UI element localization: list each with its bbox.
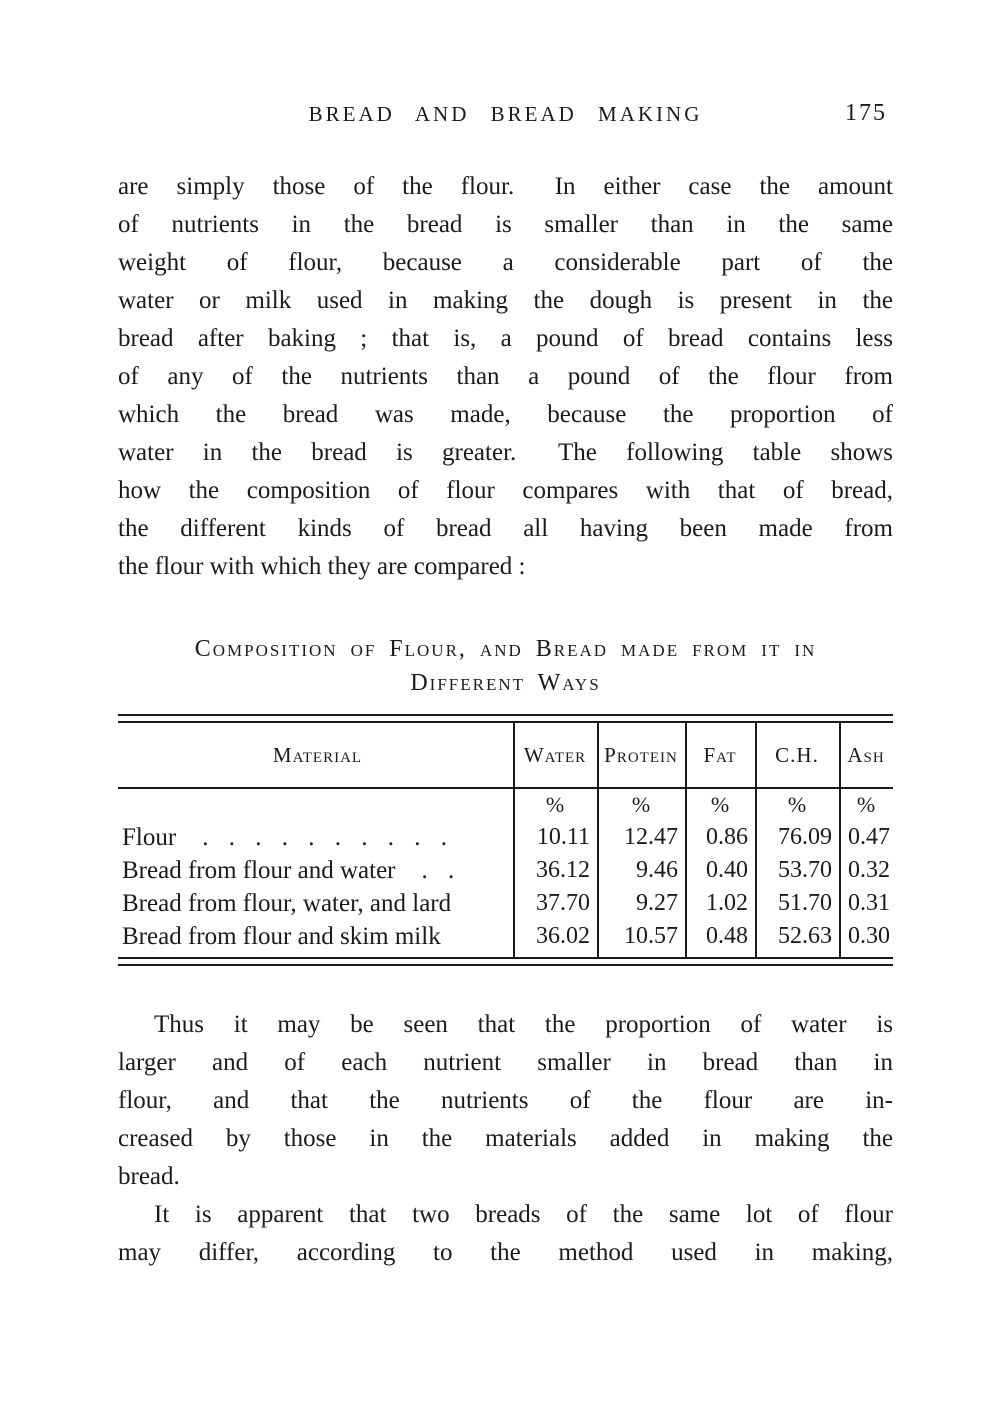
cell-water: 36.02 [536,923,590,949]
cell-ash: 0.30 [848,923,890,949]
text-line: of nutrients in the bread is smaller than in the same [118,211,893,238]
cell-protein: 10.57 [624,923,678,949]
cell-protein: 9.46 [636,857,678,883]
cell-water: 36.12 [536,857,590,883]
table-row [118,854,893,887]
table-row [118,920,893,953]
text-line: creased by those in the materials added in making the [118,1125,893,1152]
text-line: of any of the nutrients than a pound of the flour from [118,363,893,390]
column-header-water: Water [523,742,587,767]
text-line: water in the bread is greater. The following table shows [118,439,893,466]
table-bottom-padding [118,953,893,957]
cell-material: Bread from flour and skim milk [122,922,441,950]
cell-ash: 0.31 [848,890,890,916]
column-divider [513,723,515,957]
column-header-fat: Fat [703,742,737,767]
text-line: are simply those of the flour. In either case the amount [118,173,893,200]
text-line: bread after baking ; that is, a pound of bread contains less [118,325,893,352]
page-number: 175 [845,100,887,126]
column-divider [597,723,599,957]
cell-water: 37.70 [536,890,590,916]
cell-fat: 0.48 [706,923,748,949]
page-content [118,102,893,1272]
text-line: which the bread was made, because the proportion of [118,401,893,428]
unit-cell: % [856,792,876,817]
table-bottom-double-rule [118,957,893,966]
cell-ch: 76.09 [778,824,832,850]
unit-cell: % [545,792,565,817]
composition-table [118,714,893,966]
column-header-ch: C.H. [775,742,819,767]
cell-material: Bread from flour, water, and lard [122,889,452,917]
unit-cell: % [787,792,807,817]
table-row [118,887,893,920]
text-line: how the composition of flour compares with that of bread, [118,477,893,504]
text-line: Thus it may be seen that the proportion of water is [154,1011,893,1038]
table-caption-line-1: Composition of Flour, and Bread made from it in [194,636,817,662]
table-top-double-rule [118,714,893,723]
text-line: weight of flour, because a considerable part of the [118,249,893,276]
column-header-ash: Ash [847,742,885,767]
table-row [118,821,893,854]
table-grid [118,723,893,957]
cell-ch: 53.70 [778,857,832,883]
cell-protein: 12.47 [624,824,678,850]
cell-ch: 51.70 [778,890,832,916]
table-caption [118,632,893,700]
unit-row [118,789,893,821]
text-line: the different kinds of bread all having been made from [118,515,893,542]
text-line: It is apparent that two breads of the same lot of flour [154,1201,893,1228]
unit-cell: % [631,792,651,817]
cell-protein: 9.27 [636,890,678,916]
cell-ash: 0.47 [848,824,890,850]
column-divider [685,723,687,957]
cell-ash: 0.32 [848,857,890,883]
text-line: water or milk used in making the dough is present in the [118,287,893,314]
column-header-material: Material [272,742,363,767]
text-line: flour, and that the nutrients of the flour are in- [118,1087,893,1114]
table-caption-line-2: Different Ways [410,670,601,696]
running-head-title: BREAD AND BREAD MAKING [308,102,703,126]
paragraph-2 [118,1006,893,1196]
cell-fat: 0.40 [706,857,748,883]
paragraph-3 [118,1196,893,1272]
cell-fat: 1.02 [706,890,748,916]
leader-dots: . . . . . . . . . . [202,823,448,851]
column-divider [755,723,757,957]
cell-ch: 52.63 [778,923,832,949]
leader-dots: . . [421,856,456,884]
text-line: the flour with which they are compared : [118,553,526,580]
text-line: bread. [118,1163,180,1190]
cell-material: Bread from flour and water [122,856,396,884]
cell-material: Flour [122,823,177,851]
paragraph-1 [118,168,893,586]
table-header-row [118,723,893,789]
text-line: larger and of each nutrient smaller in bread than in [118,1049,893,1076]
column-header-protein: Protein [604,742,678,767]
column-divider [839,723,841,957]
unit-cell: % [710,792,730,817]
running-head [118,102,893,132]
text-line: may differ, according to the method used in making, [118,1239,893,1266]
cell-fat: 0.86 [706,824,748,850]
cell-water: 10.11 [536,824,590,850]
